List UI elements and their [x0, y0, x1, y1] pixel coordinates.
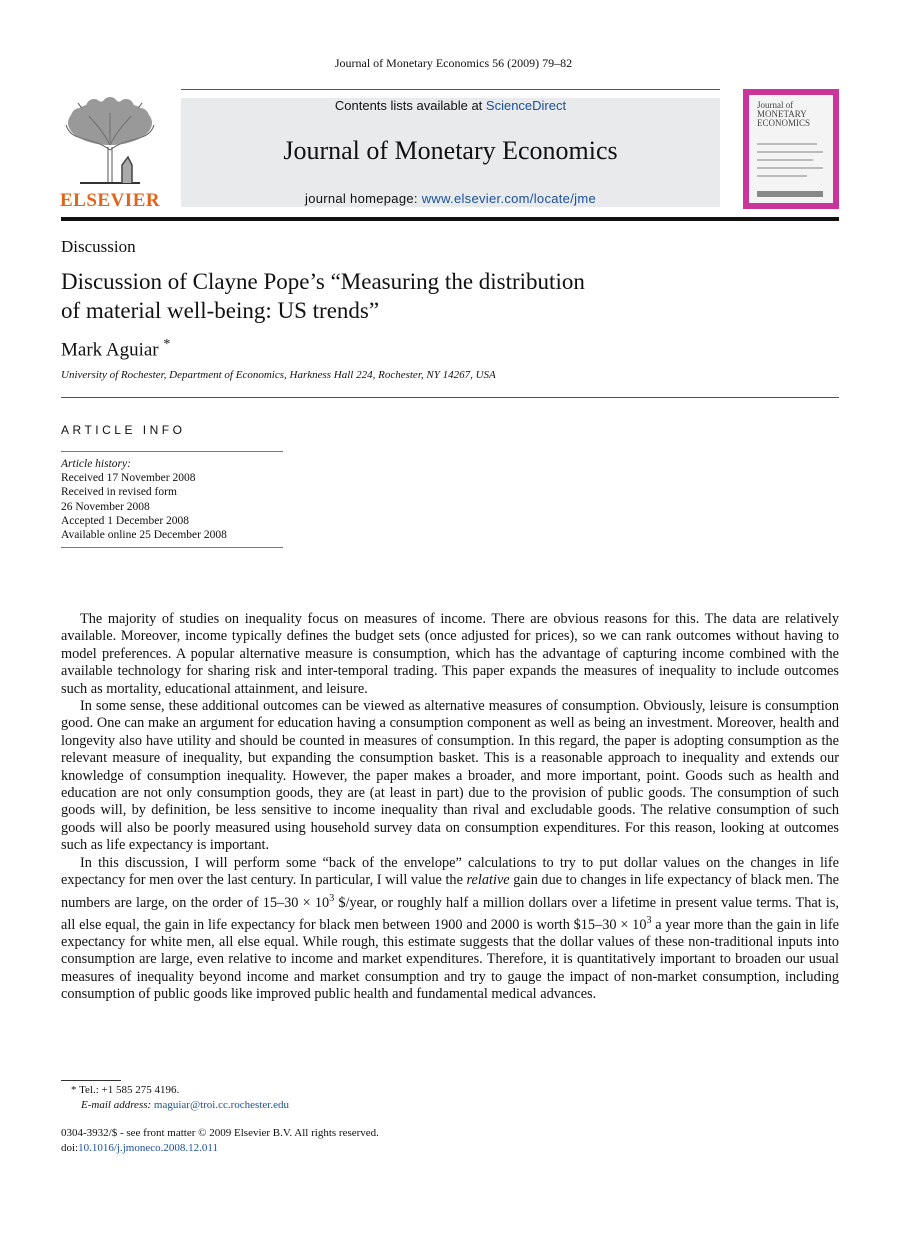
- homepage-link[interactable]: www.elsevier.com/locate/jme: [421, 191, 596, 206]
- article-title-line: of material well-being: US trends”: [61, 298, 380, 323]
- superscript: 3: [646, 914, 652, 926]
- contents-line: [181, 98, 720, 113]
- body-text: In this discussion, I will perform some “back of the envelope” calculations to try to put dollar values on the changes in life expectancy for men over the last century. In particular, I will value the: [61, 854, 839, 889]
- footnote-tel-line: [61, 1083, 289, 1098]
- sciencedirect-link[interactable]: ScienceDirect: [485, 98, 567, 113]
- email-label: E-mail address:: [81, 1099, 152, 1111]
- history-entry: Received in revised form: [61, 486, 177, 499]
- superscript: 3: [329, 892, 335, 904]
- journal-name: Journal of Monetary Economics: [283, 136, 618, 165]
- body-text: a year more than the gain in life expectancy for white men, all else equal. While rough, this estimate suggests that the dollar values of these non-traditional inputs into consumption are large, even relative to income and market expenditures. Therefore, it is quantitatively important to broaden our usual measures of inequality beyond income and market consumption and try to gauge the impact of non-market consumption, including consumption of public goods like improved public health and fundamental medical advances.: [61, 916, 839, 1003]
- body-paragraph: The majority of studies on inequality focus on measures of income. There are obvious reasons for this. The data are relatively available. Moreover, income typically defines the budget sets (once adjusted for prices), so we can rank outcomes without having to model preferences. A popular alternative measure is consumption, which has the advantage of capturing income combined with the available technology for sharing risk and inter-temporal trading. This paper expands the measures of inequality to include outcomes such as mortality, educational attainment, and leisure.: [61, 611, 839, 697]
- body-text: gain due to changes in life expectancy of black men. The numbers are large, on the order of 15–30 × 10: [61, 872, 839, 911]
- contents-prefix: Contents lists available at: [334, 98, 486, 113]
- article-history-label: Article history:: [61, 458, 131, 470]
- article-title-line: Discussion of Clayne Pope’s “Measuring the distribution: [61, 269, 585, 294]
- doi-label: doi:: [61, 1142, 79, 1154]
- article-info-heading: ARTICLE INFO: [61, 423, 186, 437]
- author-affiliation: University of Rochester, Department of Economics, Harkness Hall 224, Rochester, NY 14267, USA: [61, 369, 496, 381]
- doi-link[interactable]: 10.1016/j.jmoneco.2008.12.011: [78, 1142, 218, 1154]
- cover-page: [749, 95, 833, 203]
- cover-title: Journal of MONETARY ECONOMICS: [757, 100, 811, 128]
- copyright-line: 0304-3932/$ - see front matter © 2009 Elsevier B.V. All rights reserved.: [61, 1127, 379, 1139]
- history-entry: Accepted 1 December 2008: [61, 514, 190, 527]
- footnote-rule: [61, 1080, 121, 1081]
- copyright-block: [61, 1126, 379, 1156]
- cover-text-line: [757, 143, 817, 145]
- section-divider: [61, 397, 839, 398]
- article-body: [61, 611, 839, 1003]
- body-paragraph: [61, 855, 839, 1004]
- history-entry: 26 November 2008: [61, 500, 150, 513]
- article-title: [61, 267, 761, 325]
- footnote-email-line: [61, 1098, 289, 1113]
- history-entry: Available online 25 December 2008: [61, 529, 227, 542]
- journal-homepage-line: [181, 191, 720, 206]
- elsevier-wordmark[interactable]: ELSEVIER: [60, 190, 161, 211]
- author-footnote: [61, 1083, 289, 1113]
- body-text: $/year, or roughly half a million dollars over a lifetime in present value terms. That is, all else equal, the gain in life expectancy for black men between 1900 and 2000 is worth $15–30 × 10: [61, 894, 839, 933]
- footnote-mark: *: [71, 1084, 77, 1096]
- header-thick-rule: [61, 217, 839, 221]
- header-top-rule: [181, 89, 720, 90]
- email-link[interactable]: maguiar@troi.cc.rochester.edu: [153, 1099, 289, 1111]
- cover-text-line: [757, 159, 813, 161]
- article-section-label: Discussion: [61, 237, 136, 256]
- author-name[interactable]: Mark Aguiar: [61, 339, 159, 361]
- footnote-tel: Tel.: +1 585 275 4196.: [79, 1084, 180, 1096]
- homepage-prefix: journal homepage:: [305, 191, 422, 206]
- cover-text-line: [757, 175, 807, 177]
- doi-line: [61, 1141, 379, 1156]
- cover-text-line: [757, 151, 823, 153]
- body-emphasis: relative: [466, 872, 510, 889]
- author-line: [61, 337, 170, 361]
- article-info-top-rule: [61, 451, 283, 452]
- cover-footer-block: [757, 191, 823, 197]
- article-info-bottom-rule: [61, 547, 283, 548]
- history-entry: Received 17 November 2008: [61, 472, 196, 485]
- cover-text-line: [757, 167, 823, 169]
- journal-cover-thumbnail[interactable]: [743, 89, 839, 209]
- journal-citation: Journal of Monetary Economics 56 (2009) 79–82: [334, 56, 573, 70]
- article-history: [61, 457, 227, 542]
- body-paragraph: In some sense, these additional outcomes can be viewed as alternative measures of consumption. Obviously, leisure is consumption good. One can make an argument for education having a consumption component as well as being an investment. Moreover, health and longevity also have utility and should be counted in measures of consumption. In this regard, the paper is adopting consumption as the relevant measure of inequality, but expanding the consumption basket. This is a reasonable approach to inequality and extends our knowledge of consumption inequality. However, the paper makes a broader, and more important, point. Goods such as health and education are not only consumption goods, they are (at least in part) due to the provision of public goods. The consumption of such goods will, by definition, be less sensitive to income inequality than rival and excludable goods. The relative consumption of such goods will also be poorly measured using household survey data on consumption expenditures. For this reason, looking at outcomes such as life expectancy is important.: [61, 698, 839, 854]
- author-footnote-mark[interactable]: *: [163, 337, 171, 352]
